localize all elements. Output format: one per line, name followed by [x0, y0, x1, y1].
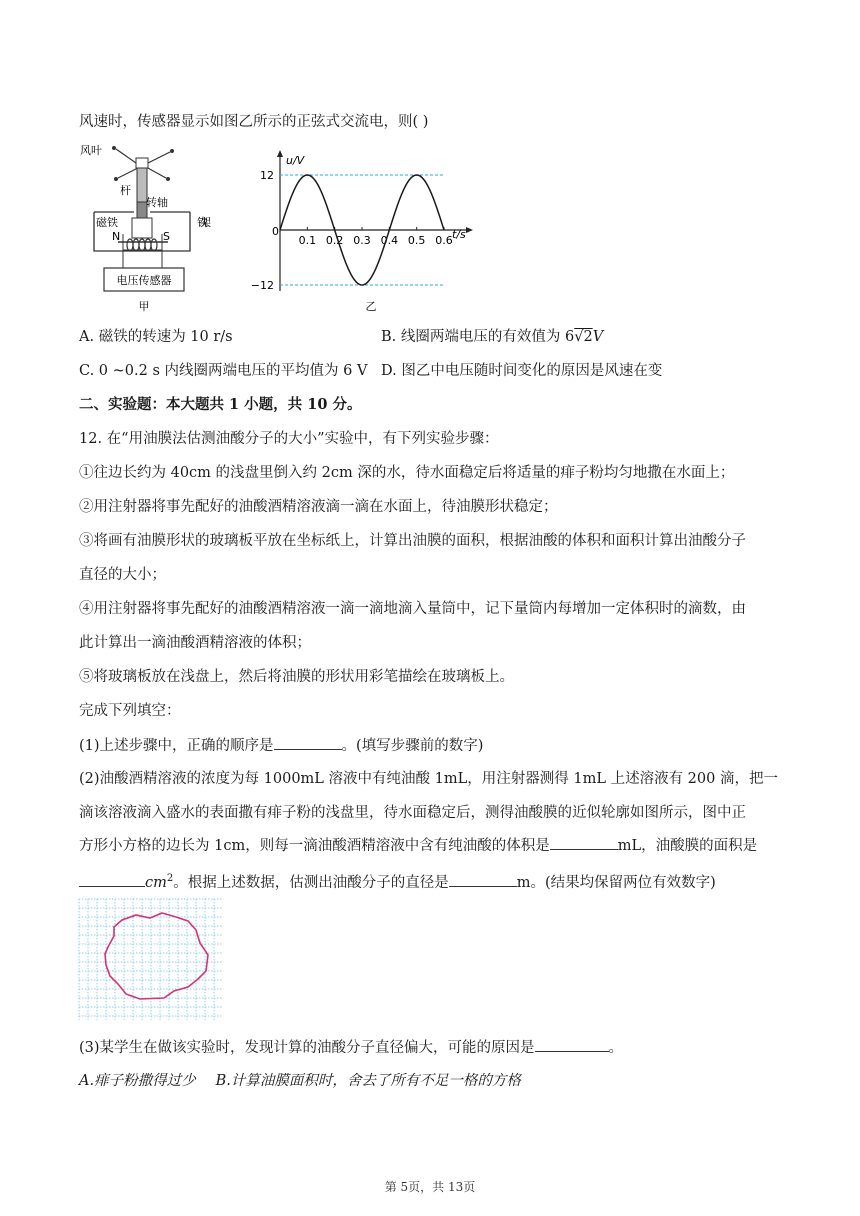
step-3-line1: ③将画有油膜形状的玻璃板平放在坐标纸上，计算出油膜的面积，根据油酸的体积和面积计算出油酸分子	[79, 533, 746, 549]
part-2-line3-text: 方形小方格的边长为 1cm，则每一滴油酸酒精溶液中含有纯油酸的体积是	[79, 838, 550, 854]
figure-yi-chart	[250, 148, 484, 316]
magnet-label: 磁铁	[96, 216, 118, 229]
x-tick-label: 0.3	[353, 234, 371, 247]
part-2-line1: (2)油酸酒精溶液的浓度为每 1000mL 溶液中有纯油酸 1mL，用注射器测得 1mL 上述溶液有 200 滴，把一	[79, 771, 778, 787]
y-tick-neg12: −12	[250, 279, 274, 292]
x-tick-label: 0.6	[435, 234, 453, 247]
area-unit-sup: 2	[166, 873, 174, 884]
reason-option-b: B.计算油膜面积时，舍去了所有不足一格的方格	[215, 1073, 521, 1089]
y-axis-label: u/V	[286, 154, 305, 167]
frame-label: 铁架	[197, 216, 211, 229]
x-tick-label: 0.5	[407, 234, 426, 247]
oil-film-outline	[105, 913, 208, 999]
origin-label: 0	[272, 225, 279, 238]
blank-diameter[interactable]	[449, 872, 517, 887]
q11-stem: 风速时，传感器显示如图乙所示的正弦式交流电，则( )	[79, 114, 429, 130]
fig-jia-caption: 甲	[138, 300, 150, 313]
oil-film-grid	[78, 898, 224, 1022]
step-3-line2: 直径的大小；	[79, 567, 166, 583]
option-c: C. 0 ~0.2 s 内线圈两端电压的平均值为 6 V	[79, 363, 368, 379]
part-3-end: 。	[608, 1040, 624, 1056]
step-1: ①往边长约为 40cm 的浅盘里倒入约 2cm 深的水，待水面稳定后将适量的痱子粉均匀地撒在水面上；	[79, 465, 735, 481]
part-2-line2: 滴该溶液滴入盛水的表面撒有痱子粉的浅盘里，待水面稳定后，测得油酸膜的近似轮廓如图所示，图中正	[79, 805, 746, 821]
page-footer: 第 5页，共 13页	[384, 1180, 476, 1194]
s-pole-label: S	[163, 230, 170, 243]
reason-option-a: A.痱子粉撒得过少	[79, 1073, 196, 1089]
part-2-line3-unit: mL，油酸膜的面积是	[617, 838, 758, 854]
part-1-hint: 。(填写步骤前的数字)	[341, 738, 484, 754]
option-b-text: B. 线圈两端电压的有效值为 6	[381, 329, 575, 345]
part-2-line4-text: 。根据上述数据，估测出油酸分子的直径是	[173, 874, 449, 891]
x-axis-label: t/s	[452, 228, 466, 241]
step-4-line1: ④用注射器将事先配好的油酸酒精溶液一滴一滴地滴入量筒中，记下量筒内每增加一定体积时的滴数，由	[79, 601, 746, 617]
option-a: A. 磁铁的转速为 10 r/s	[79, 329, 233, 345]
part-2-line3	[79, 835, 757, 856]
part-3-text: (3)某学生在做该实验时，发现计算的油酸分子直径偏大，可能的原因是	[79, 1040, 535, 1056]
q12-intro: 12. 在“用油膜法估测油酸分子的大小”实验中，有下列实验步骤：	[79, 431, 499, 447]
step-2: ②用注射器将事先配好的油酸酒精溶液滴一滴在水面上，待油膜形状稳定；	[79, 499, 558, 515]
part-3	[79, 1037, 623, 1058]
shaft-label: 转轴	[146, 196, 168, 209]
option-b-sqrt: √2	[574, 329, 593, 345]
blank-volume[interactable]	[550, 835, 618, 850]
x-axis-arrow	[466, 227, 473, 233]
x-tick-label: 0.4	[380, 234, 399, 247]
rod-label: 杆	[120, 184, 131, 197]
n-pole-label: N	[112, 230, 121, 243]
x-tick-label: 0.2	[325, 234, 344, 247]
y-tick-12: 12	[260, 169, 274, 182]
part-2-line4-tail: m。(结果均保留两位有效数字)	[516, 874, 716, 891]
part-2-line4	[79, 869, 716, 893]
option-b-unit: V	[592, 329, 604, 345]
blank-area[interactable]	[79, 872, 145, 887]
vane-label: 风叶	[80, 144, 102, 157]
part-3-options	[79, 1071, 521, 1091]
figure-jia	[78, 140, 233, 315]
part-1	[79, 735, 483, 756]
blank-reason[interactable]	[535, 1037, 609, 1052]
option-b	[381, 327, 603, 347]
y-axis-arrow	[277, 150, 283, 157]
part-1-text: (1)上述步骤中，正确的顺序是	[79, 738, 274, 754]
sensor-label: 电压传感器	[116, 274, 172, 287]
area-unit: cm	[145, 874, 167, 891]
step-4-line2: 此计算出一滴油酸酒精溶液的体积；	[79, 635, 311, 651]
option-d: D. 图乙中电压随时间变化的原因是风速在变	[381, 363, 663, 379]
fill-instruction: 完成下列填空：	[79, 703, 181, 719]
blank-order[interactable]	[274, 735, 342, 750]
step-5: ⑤将玻璃板放在浅盘上，然后将油膜的形状用彩笔描绘在玻璃板上。	[79, 669, 514, 685]
x-tick-label: 0.1	[298, 234, 317, 247]
section-heading: 二、实验题：本大题共 1 小题，共 10 分。	[79, 396, 362, 413]
fig-yi-caption: 乙	[365, 300, 377, 313]
